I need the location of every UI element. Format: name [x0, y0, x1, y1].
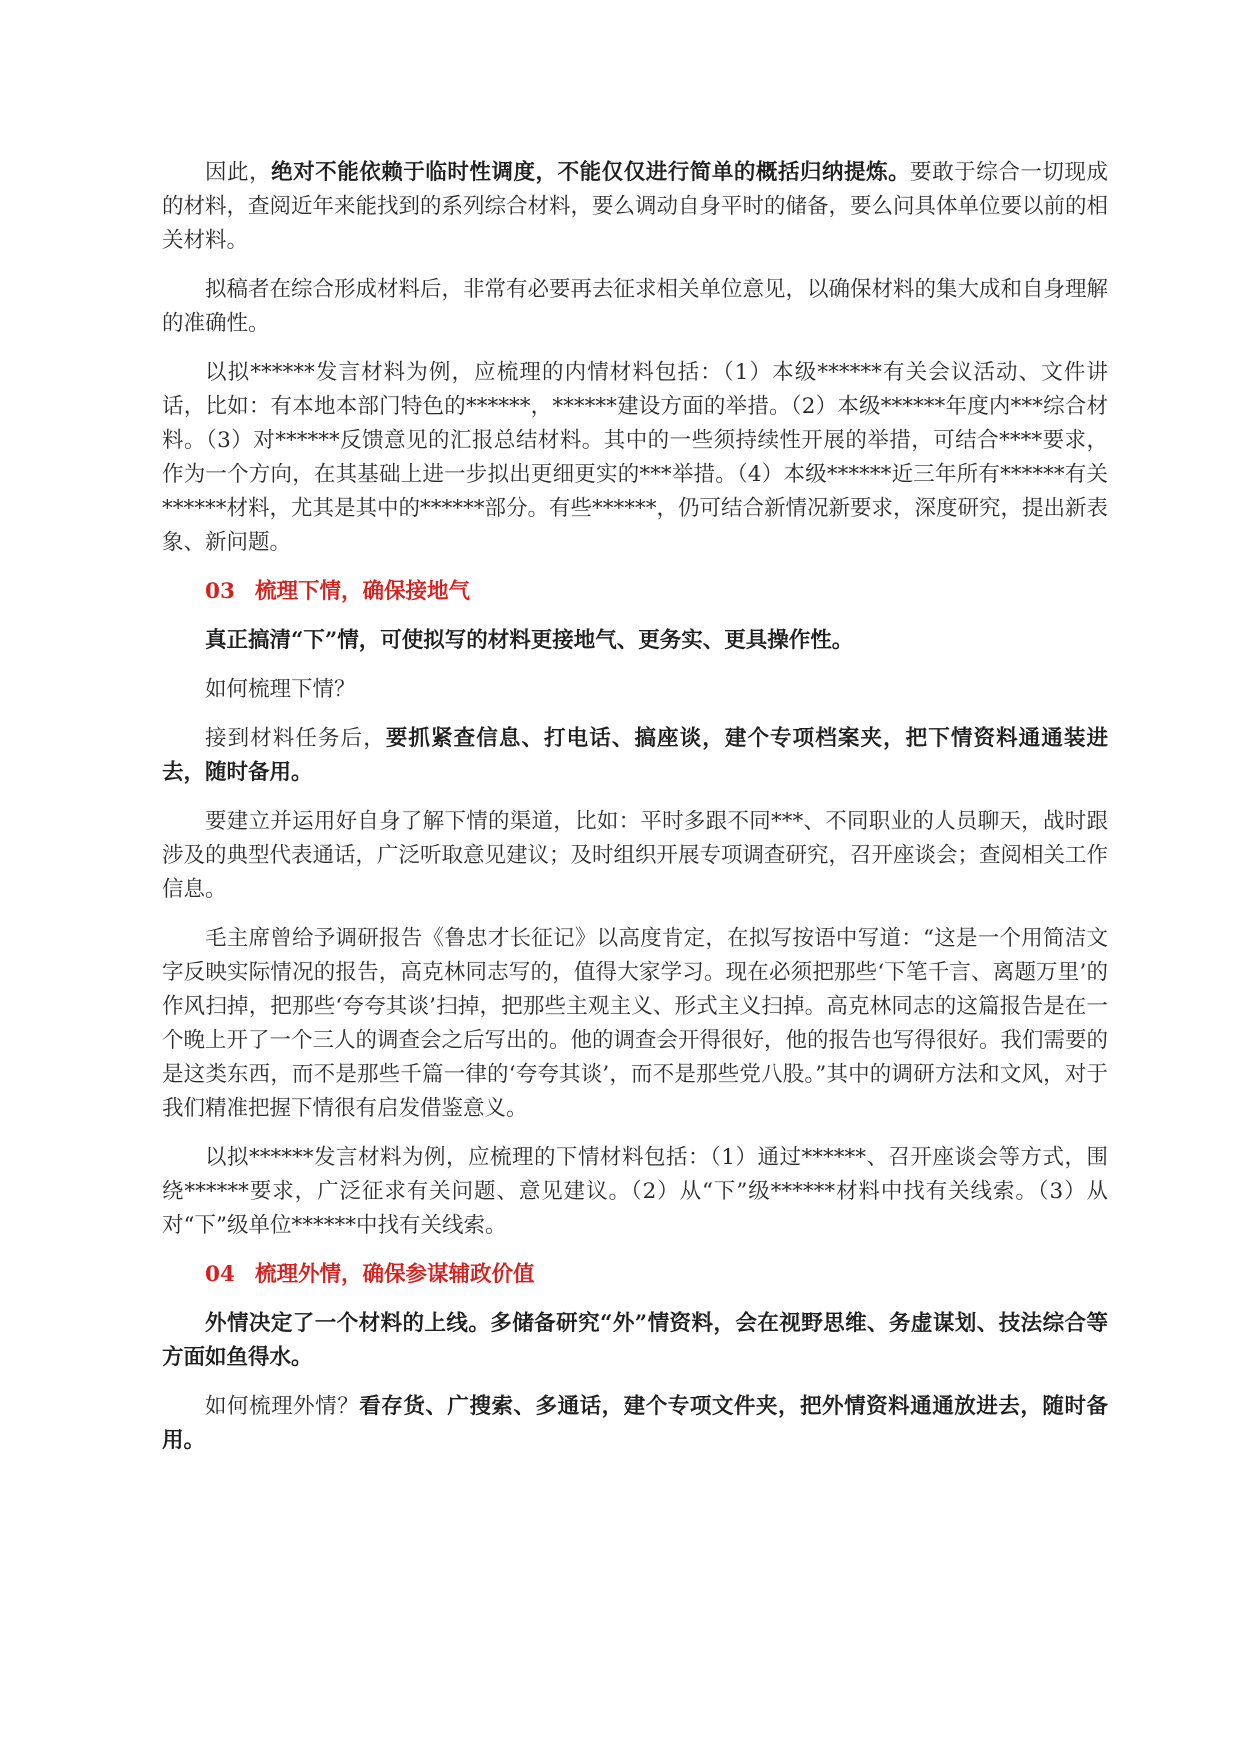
document-body: [162, 156, 1108, 1473]
text-run: 以拟******发言材料为例，应梳理的内情材料包括：（1）本级******有关会议活动、文件讲话，比如：有本地本部门特色的******，******建设方面的举措。（2）本级******年度内***综合材料。（3）对******反馈意见的汇报总结材料。其中的一些须持续性开展的举措，可结合****要求，作为一个方向，在其基础上进一步拟出更细更实的***举措。（4）本级******近三年所有******有关******材料，尤其是其中的******部分。有些******，仍可结合新情况新要求，深度研究，提出新表象、新问题。: [162, 360, 1109, 555]
paragraph: [162, 1141, 1108, 1243]
paragraph: [162, 273, 1108, 341]
section-heading: [162, 575, 1108, 609]
paragraph: [162, 624, 1108, 658]
paragraph: [162, 722, 1108, 790]
section-title: 梳理外情，确保参谋辅政价值: [255, 1262, 535, 1287]
bold-text: 要抓紧查信息、打电话、搞座谈，建个专项档案夹，把下情资料通通装进去，随时备用。: [162, 726, 1108, 785]
text-run: 毛主席曾给予调研报告《鲁忠才长征记》以高度肯定，在拟写按语中写道：“这是一个用简洁文字反映实际情况的报告，高克林同志写的，值得大家学习。现在必须把那些‘下笔千言、离题万里’的作风扫掉，把那些‘夸夸其谈’扫掉，把那些主观主义、形式主义扫掉。高克林同志的这篇报告是在一个晚上开了一个三人的调查会之后写出的。他的调查会开得很好，他的报告也写得很好。我们需要的是这类东西，而不是那些千篇一律的‘夸夸其谈’，而不是那些党八股。”其中的调研方法和文风，对于我们精准把握下情很有启发借鉴意义。: [162, 926, 1109, 1121]
paragraph: [162, 156, 1108, 258]
paragraph: [162, 356, 1108, 560]
section-number: 04: [205, 1262, 235, 1287]
paragraph: [162, 922, 1108, 1126]
paragraph: [162, 673, 1108, 707]
text-run: 拟稿者在综合形成材料后，非常有必要再去征求相关单位意见，以确保材料的集大成和自身理解的准确性。: [162, 277, 1109, 336]
paragraph: [162, 1307, 1108, 1375]
text-run: 要建立并运用好自身了解下情的渠道，比如：平时多跟不同***、不同职业的人员聊天，战时跟涉及的典型代表通话，广泛听取意见建议；及时组织开展专项调查研究，召开座谈会；查阅相关工作信息。: [162, 809, 1109, 902]
text-run: 要敢于综合一切现成的材料，查阅近年来能找到的系列综合材料，要么调动自身平时的储备，要么问具体单位要以前的相关材料。: [162, 160, 1109, 253]
text-run: 如何梳理外情？: [205, 1394, 360, 1419]
paragraph: [162, 1390, 1108, 1458]
text-run: 以拟******发言材料为例，应梳理的下情材料包括：（1）通过******、召开座谈会等方式，围绕******要求，广泛征求有关问题、意见建议。（2）从“下”级******材料中找有关线索。（3）从对“下”级单位******中找有关线索。: [162, 1145, 1108, 1238]
bold-text: 外情决定了一个材料的上线。多储备研究“外”情资料，会在视野思维、务虚谋划、技法综合等方面如鱼得水。: [162, 1311, 1108, 1370]
section-number: 03: [205, 579, 235, 604]
text-run: 如何梳理下情？: [205, 677, 356, 702]
paragraph: [162, 805, 1108, 907]
bold-text: 绝对不能依赖于临时性调度，不能仅仅进行简单的概括归纳提炼。: [271, 160, 911, 185]
text-run: 因此，: [205, 160, 272, 185]
bold-text: 看存货、广搜索、多通话，建个专项文件夹，把外情资料通通放进去，随时备用。: [162, 1394, 1108, 1453]
section-title: 梳理下情，确保接地气: [255, 579, 471, 604]
text-run: 接到材料任务后，: [205, 726, 386, 751]
section-heading: [162, 1258, 1108, 1292]
bold-text: 真正搞清“下”情，可使拟写的材料更接地气、更务实、更具操作性。: [205, 628, 854, 653]
